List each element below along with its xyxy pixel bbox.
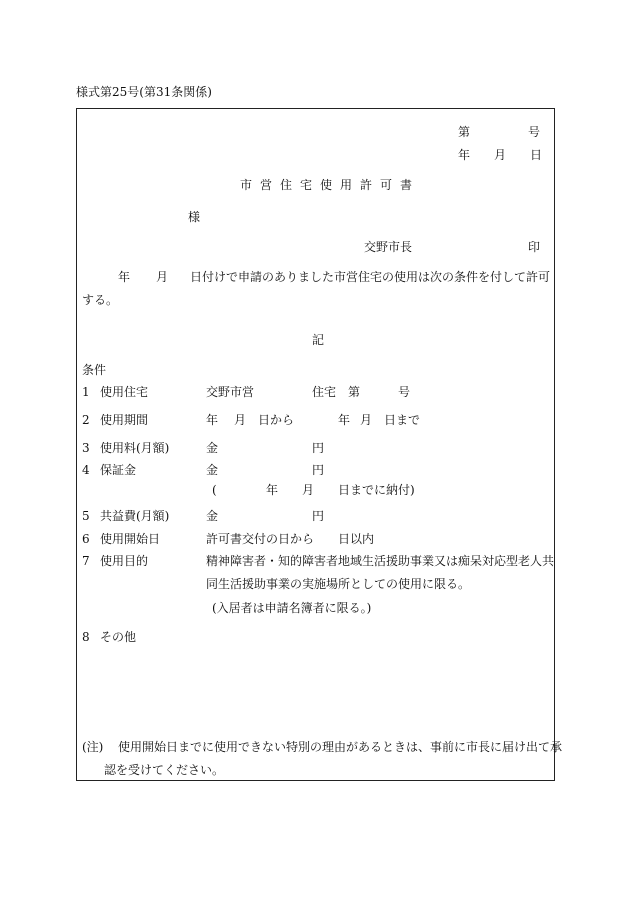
issuer-seal: 印 xyxy=(528,240,541,254)
condition-value: 号 xyxy=(398,385,411,399)
condition-value: 年 xyxy=(206,413,219,427)
condition-label: その他 xyxy=(100,630,137,644)
condition-value: 日以内 xyxy=(338,532,375,546)
conditions-heading: 条件 xyxy=(82,363,107,377)
condition-number: 6 xyxy=(82,532,90,546)
form-id: 様式第25号(第31条関係) xyxy=(76,85,212,99)
condition-number: 4 xyxy=(82,463,90,477)
condition-value: 日まで xyxy=(384,413,421,427)
body-line-1: 日付けで申請のありました市営住宅の使用は次の条件を付して許可 xyxy=(190,270,551,284)
number-suffix: 号 xyxy=(528,125,541,139)
date-day: 日 xyxy=(530,148,543,162)
ki-mark: 記 xyxy=(312,333,325,347)
condition-label: 共益費(月額) xyxy=(100,509,170,523)
condition-sub: 月 xyxy=(302,483,315,497)
condition-value: 住宅 xyxy=(312,385,337,399)
condition-value: 許可書交付の日から xyxy=(206,532,315,546)
condition-sub: ( xyxy=(212,483,217,497)
date-month: 月 xyxy=(494,148,507,162)
footnote-line-1: 使用開始日までに使用できない特別の理由があるときは、事前に市長に届け出て承 xyxy=(118,740,563,754)
body-month: 月 xyxy=(156,270,169,284)
condition-number: 7 xyxy=(82,554,90,568)
issuer-name: 交野市長 xyxy=(364,240,413,254)
condition-label: 保証金 xyxy=(100,463,137,477)
condition-text-line: 同生活援助事業の実施場所としての使用に限る。 xyxy=(206,577,471,591)
condition-label: 使用住宅 xyxy=(100,385,149,399)
condition-label: 使用開始日 xyxy=(100,532,161,546)
condition-value: 第 xyxy=(348,385,361,399)
condition-number: 3 xyxy=(82,441,90,455)
body-line-2: する。 xyxy=(82,293,119,307)
condition-number: 8 xyxy=(82,630,90,644)
condition-sub: 日までに納付) xyxy=(338,483,415,497)
number-prefix: 第 xyxy=(458,125,471,139)
condition-value: 日から xyxy=(258,413,295,427)
condition-value: 交野市営 xyxy=(206,385,255,399)
condition-label: 使用目的 xyxy=(100,554,149,568)
condition-note: (入居者は申請名簿者に限る。) xyxy=(212,601,372,615)
footnote-marker: (注) xyxy=(82,740,104,754)
condition-value: 金 xyxy=(206,441,219,455)
condition-value: 月 xyxy=(360,413,373,427)
condition-value: 円 xyxy=(312,509,325,523)
condition-label: 使用料(月額) xyxy=(100,441,170,455)
condition-text-line: 精神障害者・知的障害者地域生活援助事業又は痴呆対応型老人共 xyxy=(206,554,555,568)
condition-number: 2 xyxy=(82,413,90,427)
document-title: 市営住宅使用許可書 xyxy=(240,178,421,192)
date-year: 年 xyxy=(458,148,471,162)
footnote-line-2: 認を受けてください。 xyxy=(104,763,225,777)
body-year: 年 xyxy=(118,270,131,284)
condition-number: 5 xyxy=(82,509,90,523)
condition-sub: 年 xyxy=(266,483,279,497)
condition-value: 円 xyxy=(312,463,325,477)
condition-value: 月 xyxy=(234,413,247,427)
condition-value: 金 xyxy=(206,463,219,477)
condition-value: 円 xyxy=(312,441,325,455)
condition-value: 年 xyxy=(338,413,351,427)
condition-number: 1 xyxy=(82,385,90,399)
condition-value: 金 xyxy=(206,509,219,523)
condition-label: 使用期間 xyxy=(100,413,149,427)
addressee-suffix: 様 xyxy=(188,210,201,224)
